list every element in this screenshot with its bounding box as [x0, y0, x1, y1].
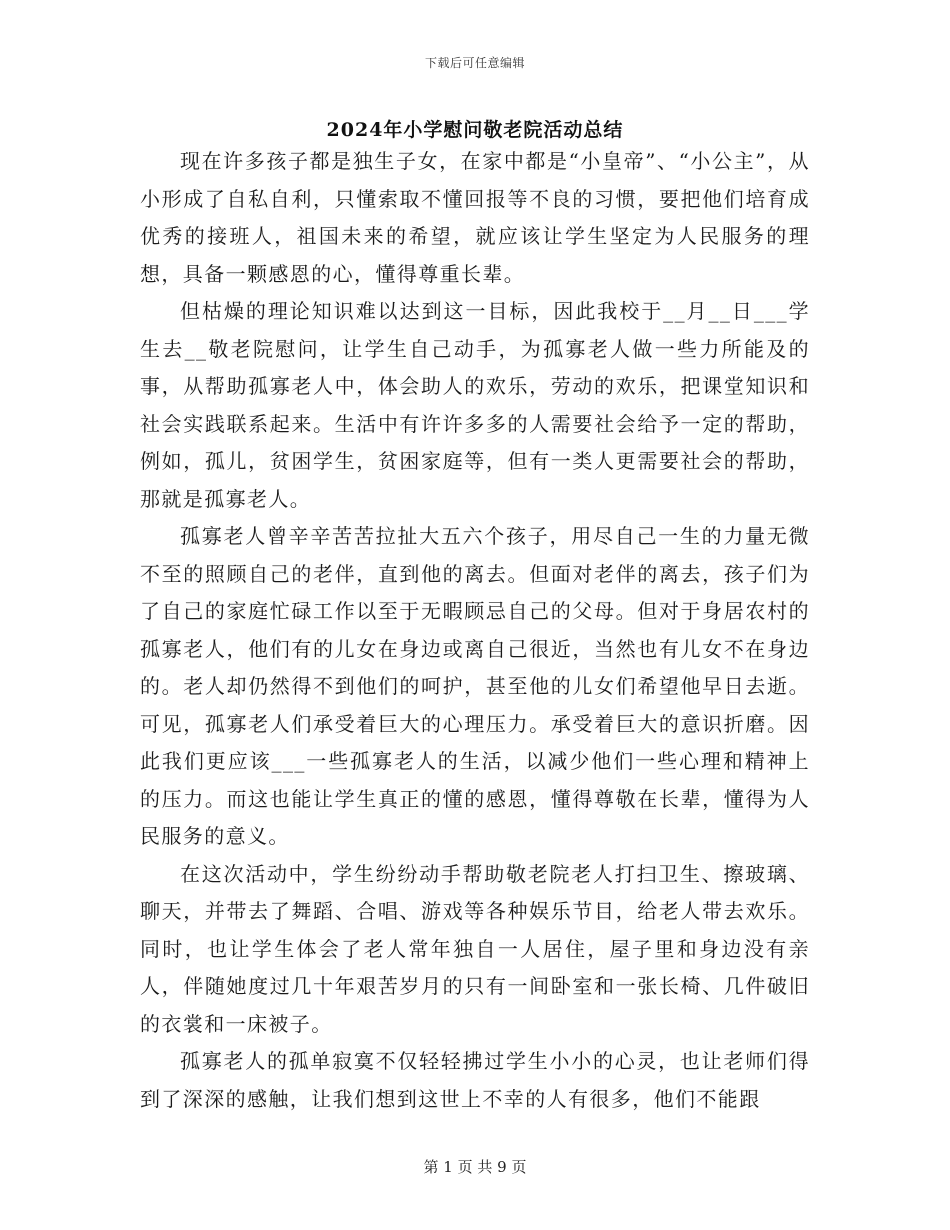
paragraph: 现在许多孩子都是独生子女，在家中都是“小皇帝”、“小公主”，从小形成了自私自利，只懂索取不懂回报等不良的习惯，要把他们培育成优秀的接班人，祖国未来的希望，就应该让学生坚定为人民服务的理想，具备一颗感恩的心，懂得尊重长辈。 — [140, 149, 810, 286]
paragraph: 但枯燥的理论知识难以达到这一目标，因此我校于__月__日___学生去__敬老院慰问，让学生自己动手，为孤寡老人做一些力所能及的事，从帮助孤寡老人中，体会助人的欢乐，劳动的欢乐，把课堂知识和社会实践联系起来。生活中有许许多多的人需要社会给予一定的帮助，例如，孤儿，贫困学生，贫困家庭等，但有一类人更需要社会的帮助，那就是孤寡老人。 — [140, 299, 810, 511]
paragraph: 孤寡老人的孤单寂寞不仅轻轻拂过学生小小的心灵，也让老师们得到了深深的感触，让我们想到这世上不幸的人有很多，他们不能跟 — [140, 1049, 810, 1111]
header-note: 下载后可任意编辑 — [424, 56, 525, 70]
document-body — [140, 143, 810, 1118]
page-number: 第 1 页 共 9 页 — [423, 1158, 527, 1176]
paragraph: 孤寡老人曾辛辛苦苦拉扯大五六个孩子，用尽自己一生的力量无微不至的照顾自己的老伴，直到他的离去。但面对老伴的离去，孩子们为了自己的家庭忙碌工作以至于无暇顾忌自己的父母。但对于身居农村的孤寡老人，他们有的儿女在身边或离自己很近，当然也有儿女不在身边的。老人却仍然得不到他们的呵护，甚至他的儿女们希望他早日去逝。可见，孤寡老人们承受着巨大的心理压力。承受着巨大的意识折磨。因此我们更应该___一些孤寡老人的生活，以减少他们一些心理和精神上的压力。而这也能让学生真正的懂的感恩，懂得尊敬在长辈，懂得为人民服务的意义。 — [140, 524, 810, 848]
document-title: 2024年小学慰问敬老院活动总结 — [326, 119, 624, 141]
paragraph: 在这次活动中，学生纷纷动手帮助敬老院老人打扫卫生、擦玻璃、聊天，并带去了舞蹈、合唱、游戏等各种娱乐节目，给老人带去欢乐。同时，也让学生体会了老人常年独自一人居住，屋子里和身边没有亲人，伴随她度过几十年艰苦岁月的只有一间卧室和一张长椅、几件破旧的衣裳和一床被子。 — [140, 861, 810, 1036]
